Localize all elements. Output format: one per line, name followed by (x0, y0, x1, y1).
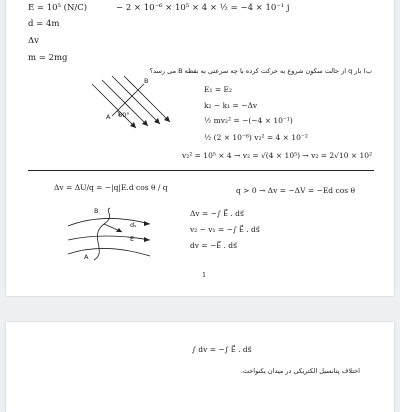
distance-value: d = 4m (28, 19, 60, 29)
electric-field-value: E = 10⁵ (N/C) (28, 3, 88, 13)
document-page-2 (6, 322, 394, 412)
field-e-label: E (130, 235, 135, 243)
integral-potential-difference: v₂ − v₁ = −∫ E⃗ . ds⃗ (190, 225, 260, 234)
field-line (68, 236, 150, 240)
mass-substitution: ½ (2 × 10⁻⁶) v₂² = 4 × 10⁻² (204, 133, 308, 142)
ds-label: dₛ (130, 221, 137, 229)
integral-delta-v: Δv = −∫ E⃗ . ds⃗ (190, 209, 244, 218)
point-a-label: A (106, 113, 111, 121)
caption-text: اختلاف پتانسیل الکتریکی در میدان یکنواخت. (240, 367, 360, 375)
delta-v-label: Δv (28, 36, 39, 46)
mass-value: m = 2mg (28, 53, 68, 63)
section-divider (28, 170, 374, 171)
kinetic-energy-difference: k₂ − k₁ = −Δv (204, 101, 258, 110)
page-number: 1 (202, 271, 207, 279)
question-b-text: ب) بار q از حالت سکون شروع به حرکت کرده با چه سرعتی به نقطه B می رسد؟ (149, 67, 372, 75)
delta-v-calculation: − 2 × 10⁻⁶ × 10⁵ × 4 × ½ = −4 × 10⁻¹ j (116, 3, 290, 13)
point-b-label-2: B (94, 207, 99, 215)
differential-potential: dv = −E⃗ . ds⃗ (190, 241, 237, 250)
document-page-1 (6, 0, 394, 296)
kinetic-energy-equation: ½ mv₂² = −(−4 × 10⁻¹) (204, 116, 293, 125)
field-line (68, 248, 150, 256)
positive-charge-formula: q > 0 → Δv = −ΔV = −Ed cos θ (236, 186, 355, 195)
angle-label: 60° (118, 111, 130, 119)
curved-field-diagram (64, 206, 154, 266)
velocity-result: v₂² = 10⁵ × 4 → v₂ = √(4 × 10⁵) → v₂ = 2√10 × 10² (182, 151, 373, 160)
field-line (92, 84, 136, 128)
path-curve (94, 208, 110, 260)
integral-formula: ∫ dv = −∫ E⃗ . ds⃗ (192, 345, 252, 354)
energy-equality: E₁ = E₂ (204, 85, 233, 94)
point-b-label: B (144, 77, 149, 85)
delta-v-formula: Δv = ΔU/q = −|q|E.d cos θ / q (54, 183, 168, 192)
point-a-label-2: A (84, 253, 89, 261)
